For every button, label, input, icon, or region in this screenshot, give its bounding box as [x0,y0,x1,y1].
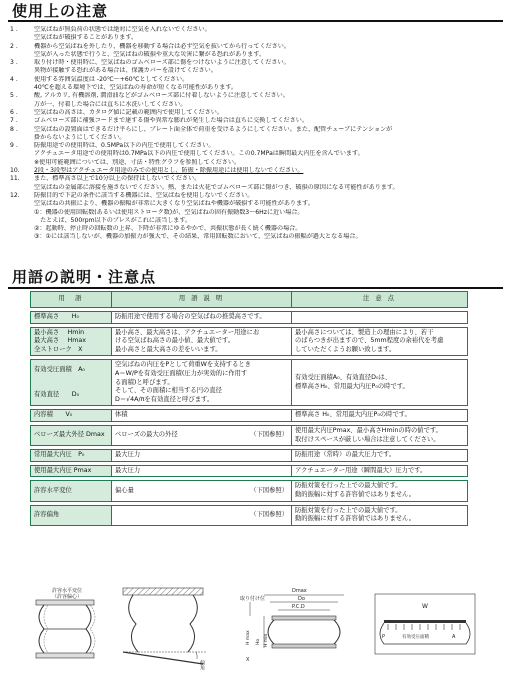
note-item [10,126,503,134]
explanation-cell-line: 防振用途で使用する場合の空気ばねの推奨高さです。 [115,313,266,320]
bottom-plate [36,653,94,658]
table-row [31,481,468,501]
note-number: 3 . [10,59,18,67]
note-text: 2段・3段型はアクチュエータ用途のみでの使用とし、防振・除振用途には使用しないでください。 [34,167,304,175]
notes-cell-line: 防振用途（常時）の最大圧力です。 [295,451,396,459]
term-cell [31,505,112,525]
note-item [10,142,503,150]
label-mount-position: 取り付け位 [240,596,266,602]
table-row [31,450,468,462]
note-text: ゴムベローズ部に補強コードまで達する傷や異常な膨れが発生した場合は直ちに交換してください。 [34,117,308,125]
label-allowable-displacement: 許容水平変位 [52,588,83,594]
label-hmin: H min [264,633,269,647]
figure-reference: （下図参照） [250,510,288,518]
notes-cell [292,450,468,462]
angle-arc [196,652,197,659]
term-cell [31,327,112,356]
term-cell-line: 内容積 V₀ [34,411,73,419]
note-number: 9 . [10,142,18,150]
precautions-title: 使用上の注意 [12,2,109,20]
top-hatched-plate [123,588,203,595]
explanation-cell-line: ベローズの最大の外径 [115,431,178,439]
table-row [31,425,468,445]
term-cell-line: 使用最大内圧 Pmax [34,466,92,474]
label-p: P [382,634,386,640]
note-item [10,92,503,100]
title-rule [8,20,503,22]
note-item [10,175,503,183]
note-text: 酸, アルカリ, 有機溶剤, 潤滑油などがゴムベローズ部に付着しないように注意してください。 [34,92,289,100]
terms-table-header [31,292,468,308]
label-pcd: P.C.D [292,604,305,610]
term-cell [31,360,112,406]
notes-cell [292,481,468,501]
note-number: 8 . [10,125,18,133]
note-text: 取り付け時・使用時に、空気ばねのゴムベローズ部に傷をつけないように注意してください。 [34,59,290,67]
note-item [10,117,503,125]
note-text: また、標準高さ以上で10分以上の保持はしないでください。 [34,175,201,183]
explanation-cell-line: そして、その面積に相当する円の直径 [115,387,222,395]
note-item [10,26,503,34]
label-hmax: H max [246,630,251,645]
term-cell [31,425,112,445]
note-item [10,167,503,175]
figure-reference: （下図参照） [250,486,288,494]
notes-cell-line: 有効受圧面積A₀、有効直径D₀は、 [295,374,392,382]
note-item [10,59,503,67]
note-continuation: ③：①には該当しないが、機器の加振力が強大で、その結果、常用回転数において、空気ばねの振幅が過大となる場合。 [34,233,362,241]
notes-cell [292,425,468,445]
explanation-cell [112,425,292,445]
note-continuation: ※使用可能範囲については、別途、寸法・特性グラフを参照してください。 [34,158,241,166]
table-row [31,327,468,356]
explanation-cell-line: 最大圧力 [115,466,141,474]
explanation-cell [112,450,292,462]
notes-cell [292,312,468,324]
explanation-with-ref [115,431,288,440]
note-continuation: 異物が接触する恐れがある場合は、保護カバーを設けてください。 [34,67,217,75]
table-row [31,465,468,477]
note-number: 7 . [10,117,18,125]
note-number: 2 . [10,42,18,50]
label-a: A [452,634,456,640]
tilted-plate [123,652,203,664]
horizontal-displacement-diagram [30,586,100,686]
explanation-cell [112,465,292,477]
explanation-cell-line: D＝√4A/πを有効直径と呼びます。 [115,395,214,403]
table-row [31,312,468,324]
top-plate [36,600,94,605]
note-item [10,109,503,117]
term-cell-line: 常用最大内圧 P₀ [34,451,85,459]
precautions-list [10,26,503,242]
explanation-cell-line: る面積)と呼びます。 [115,378,174,386]
explanation-cell [112,360,292,406]
explanation-cell-line [115,511,117,520]
note-continuation: たとえば、500rpm以下のプレスがこれに該当します。 [34,216,192,224]
header-explanation: 用 語 説 明 [112,292,292,308]
notes-cell-line: 使用最大内圧Pmax、最小高さHminの時の値です。 [295,426,442,434]
note-text: 空気ばねの高さは、カタログ値に記載の範囲内で使用してください。 [34,108,223,116]
notes-cell-line: 最小高さについては、製造上の理由により、若干 [295,328,434,336]
explanation-cell-line: A＝W/Pを有効受圧面積(圧力が実効的に作用す [115,369,248,377]
note-number: 10. [10,167,20,175]
note-number: 5 . [10,92,18,100]
notes-cell [292,327,468,356]
notes-cell-line: 動的振幅に対する許容値ではありません。 [295,490,416,498]
explanation-with-ref [115,487,288,496]
note-text: 防振目的で下記の条件に該当する機器には、空気ばねを使用しないでください。 [34,191,254,199]
notes-cell-line: アクチュエーター用途（瞬間最大）圧力です。 [295,466,427,474]
term-cell-line: 許容水平変位 [34,486,72,494]
term-cell [31,312,112,324]
explanation-cell [112,481,292,501]
header-term: 用 語 [31,292,112,308]
note-number: 6 . [10,108,18,116]
term-cell-line: 最大高さ Hmax [34,337,86,345]
notes-cell-line [295,313,464,322]
load-plate [384,620,466,623]
notes-cell-line: 防振対策を行った上での最大値です。 [295,506,402,514]
note-continuation: 掛からないようにしてください。 [34,133,126,141]
notes-cell-line: 標準高さH₀、常用最大内圧P₀の時です。 [295,382,409,390]
notes-cell-line: していただくようお願い致します。 [295,345,396,353]
note-text: 使用する雰囲気温度は -20℃～+60℃としてください。 [34,75,189,83]
note-continuation: 空気ばねの共振により、機器の振幅が非常に大きくなり空気ばねや機器が破損する可能性があります。 [34,200,314,208]
term-cell-line: ベローズ最大外径 Dmax [34,431,105,439]
explanation-cell-line: 最大圧力 [115,451,141,459]
note-text: 防振用途での使用時は、0.5MPa以下の内圧で使用してください。 [34,142,215,150]
table-row [31,505,468,525]
explanation-cell [112,327,292,356]
explanation-cell-line: 体積 [115,411,128,419]
note-continuation: 空気ばねが破損することがあります。 [34,34,138,42]
note-number: 11. [10,175,20,183]
note-text: 空気ばねが無負荷の状態では絶対に空気を入れないでください。 [34,26,211,33]
notes-cell-line: 標準高さ H₀、常用最大内圧P₀の時です。 [295,411,411,419]
label-allowable-eccentricity: （許容偏心） [52,594,83,600]
label-w: W [422,603,428,610]
note-text: 機器から空気ばねを外したり、機器を移動する場合は必ず空気を抜いてから行ってください。 [34,42,290,50]
pressure-arrows [388,624,460,630]
dim-top-plate [272,616,336,620]
dim-bottom-plate [272,644,336,648]
explanation-cell [112,410,292,422]
notes-cell [292,360,468,406]
deflected-bellows [129,595,198,652]
note-number: 4 . [10,75,18,83]
label-x: X [246,657,250,663]
dimension-diagram [236,586,356,686]
term-cell [31,450,112,462]
notes-cell-line: のばらつきが出ますので、5mm程度の余裕代を考慮 [295,337,444,345]
label-dmax: Dmax [292,588,307,594]
notes-cell [292,505,468,525]
note-item [10,192,503,200]
label-deflection-angle: 偏角 [199,660,205,670]
note-text: 空気ばねの設置面はできるだけ平らにし、プレート面全体で荷重を受けるようにしてください。また、配管チューブにテンションが [34,125,393,133]
deflection-angle-diagram [118,586,213,686]
note-number: 12. [10,191,20,199]
table-row [31,410,468,422]
notes-cell [292,410,468,422]
note-continuation: 万が一、付着した場合には直ちに水洗いしてください。 [34,100,187,108]
note-continuation: ①：機器の使用回転数(あるいは使用ストローク数)が、空気ばねの固有振動数3～6Hzに近い場合。 [34,208,304,216]
explanation-cell [112,312,292,324]
note-continuation: アクチュエータ用途での使用時は0.7MPa以下の内圧で使用してください。この0.7MPaは瞬間最大内圧を含んでいます。 [34,150,364,158]
dim-bellows [268,620,340,644]
terms-title-rule [8,287,503,289]
header-notes: 注 意 点 [292,292,468,308]
note-item [10,76,503,84]
note-continuation: 空気ばねの金属部に溶接を施さないでください。熱、または火花でゴムベローズ部に傷がつき、破損の原因になる可能性があります。 [34,183,399,191]
note-number: 1 . [10,26,18,33]
note-continuation: ②：起動時、停止時の回転数の上昇、下降が非常にゆるやかで、共振状態が長く続く機器の場合。 [34,225,302,233]
term-cell-line: 最小高さ Hmin [34,328,85,336]
explanation-cell-line: 空気ばねの内圧をPとして荷重Wを支持するとき [115,361,251,369]
explanation-cell-line: ける空気ばね高さの最小値、最大値です。 [115,337,235,345]
area-bellows [380,623,470,644]
term-cell [31,465,112,477]
label-do: Do [298,596,305,602]
terms-title: 用語の説明・注意点 [12,268,157,286]
terms-table [30,291,468,526]
note-continuation: 40℃を超える環境下では、空気ばねの寿命が短くなる可能性があります。 [34,84,238,92]
notes-cell-line: 取付けスペースが厳しい場合は注意してください。 [295,435,440,443]
term-cell [31,481,112,501]
label-ho: Ho [256,638,261,645]
term-cell-line: 標準高さ H₀ [34,313,80,320]
table-row [31,360,468,406]
figure-reference: （下図参照） [250,431,288,439]
effective-area-diagram [370,586,480,686]
label-effective-area: 有効受圧面積 [402,635,429,640]
explanation-cell [112,505,292,525]
explanation-with-ref [115,511,288,520]
term-cell-line: 全ストローク X [34,345,83,353]
notes-cell-line: 防振対策を行った上での最大値です。 [295,482,402,490]
explanation-cell-line: 最小高さ、最大高さは、アクチュエーター用途にお [115,328,260,336]
notes-cell [292,465,468,477]
term-cell [31,410,112,422]
explanation-cell-line: 偏心量 [115,486,134,494]
note-continuation: 空気が入った状態で行うと、空気ばねの破損や重大な災害に繋がる恐れがあります。 [34,50,266,58]
term-cell-line: 許容偏角 [34,510,60,518]
notes-cell-line: 動的振幅に対する許容値ではありません。 [295,515,416,523]
term-cell-line: 有効直径 D₀ [34,391,80,399]
explanation-cell-line: 最小高さと最大高さの差をいいます。 [115,345,222,353]
term-cell-line [34,374,108,383]
note-item [10,43,503,51]
term-cell-line: 有効受圧面積 A₀ [34,365,85,373]
